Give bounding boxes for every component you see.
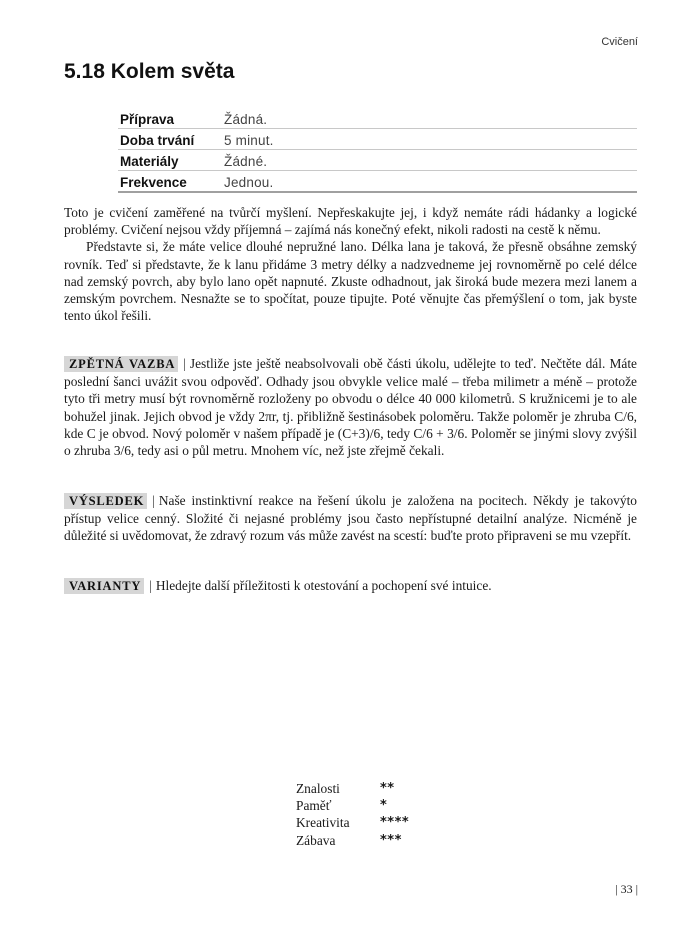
info-value: Žádné. [222, 150, 637, 171]
intro-paragraph: Představte si, že máte velice dlouhé nepružné lano. Délka lana je taková, že přesně obsáhne zemský rovník. Teď si představte, že k lanu přidáme 3 metry délky a nadzvedneme jej rovnoměrně po celé délce nad zemský povrch, aby bylo lano opět napnuté. Zkuste odhadnout, jak široká bude mezera mezi lanem a zemským povrchem. Nesnažte se to spočítat, pouze tipujte. Poté věnujte čas přemýšlení o tom, jak byste tento úkol řešili. [64, 239, 637, 324]
variants-paragraph [64, 577, 637, 595]
rating-name: Znalosti [296, 781, 340, 796]
info-row-frequency [118, 171, 637, 193]
rating-row [296, 797, 409, 814]
info-table [118, 108, 637, 193]
rating-stars: **** [380, 815, 410, 831]
rating-row [296, 832, 409, 849]
info-key: Materiály [118, 150, 222, 171]
label-separator: | [149, 578, 152, 593]
feedback-section [64, 355, 637, 459]
rating-row [296, 814, 409, 831]
intro-section [64, 204, 637, 324]
feedback-paragraph [64, 355, 637, 459]
rating-name: Zábava [296, 832, 336, 848]
rating-name: Paměť [296, 798, 332, 814]
feedback-label: ZPĚTNÁ VAZBA [64, 356, 178, 372]
variants-section [64, 577, 637, 595]
info-key: Doba trvání [118, 129, 222, 150]
info-key: Frekvence [118, 171, 222, 193]
label-separator: | [152, 493, 155, 508]
result-text: Naše instinktivní reakce na řešení úkolu je založena na pocitech. Někdy je takovýto přístup velice cenný. Složité či nejasné problémy jsou často nepřístupné detailní analýze. Nicméně je důležité si uvědomovat, že zdravý rozum vás může zavést na scestí: buďte proto připraveni se mu vzepřít. [64, 493, 637, 544]
info-value: Jednou. [222, 171, 637, 193]
running-head: Cvičení [601, 36, 638, 48]
label-separator: | [183, 356, 186, 371]
info-row-materials [118, 150, 637, 171]
info-key: Příprava [118, 108, 222, 129]
info-value: 5 minut. [222, 129, 637, 150]
intro-paragraph: Toto je cvičení zaměřené na tvůrčí myšlení. Nepřeskakujte jej, i když nemáte rádi hádanky a logické problémy. Cvičení nejsou vždy příjemná – zajímá nás konečný efekt, nikoli radosti na cestě k němu. [64, 205, 637, 238]
info-row-duration [118, 129, 637, 150]
section-title: 5.18 Kolem světa [64, 60, 235, 83]
rating-stars: * [380, 798, 388, 814]
info-row-preparation [118, 108, 637, 129]
result-section [64, 492, 637, 545]
result-paragraph [64, 492, 637, 545]
result-label: VÝSLEDEK [64, 493, 147, 509]
variants-text: Hledejte další příležitosti k otestování a pochopení své intuice. [155, 578, 492, 593]
ratings [296, 780, 409, 849]
variants-label: VARIANTY [64, 578, 144, 594]
page-number: | 33 | [615, 882, 638, 896]
info-value: Žádná. [222, 108, 637, 129]
rating-stars: *** [380, 832, 402, 848]
rating-stars: ** [380, 781, 395, 796]
feedback-text: Jestliže jste ještě neabsolvovali obě části úkolu, udělejte to teď. Nečtěte dál. Máte poslední šanci uvážit svou odpověď. Odhady jsou obvykle velice malé – třeba milimetr a méně – protože tyto tři metry musí být rovnoměrně rozloženy po obvodu o délce 40 000 kilometrů. S kružnicemi je to ale bohužel jinak. Jejich obvod je vždy 2πr, tj. přibližně šestinásobek poloměru. Takže poloměr je zhruba C/6, kde C je obvod. Nový poloměr v našem případě je (C+3)/6, tedy C/6 + 3/6. Poloměr se jinými slovy zvýšil o zhruba 3/6, tedy asi o půl metru. Mnohem víc, než jste zřejmě čekali. [64, 356, 637, 459]
rating-row [296, 780, 409, 797]
rating-name: Kreativita [296, 815, 350, 831]
